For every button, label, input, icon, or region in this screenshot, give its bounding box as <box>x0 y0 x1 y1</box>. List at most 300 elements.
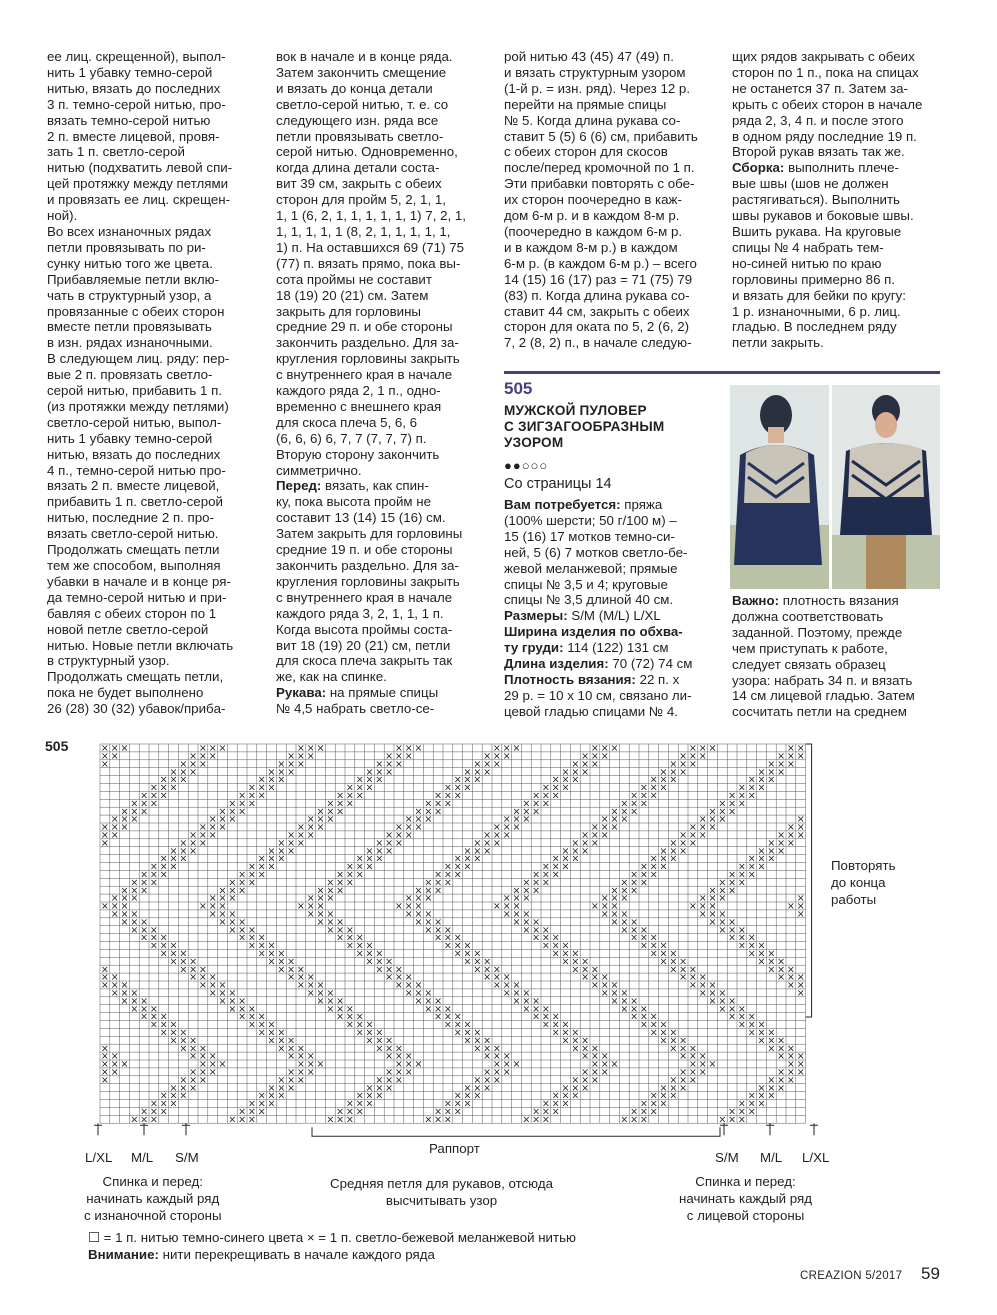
chart-cross-mark: × <box>463 1019 472 1031</box>
chart-cross-mark: × <box>277 766 286 778</box>
chart-cross-mark: × <box>110 1067 119 1078</box>
chart-cross-mark: × <box>228 798 237 810</box>
c2-line: закрыть для горловины <box>276 303 421 319</box>
c1-line: 2 п. вместе лицевой, провя- <box>47 128 220 144</box>
chart-cross-mark: × <box>228 995 237 1007</box>
chart-cross-mark: × <box>698 1051 707 1063</box>
chart-cross-mark: × <box>179 1082 188 1094</box>
size-mark-right-ml: M/L <box>760 1150 783 1165</box>
chart-cross-mark: × <box>502 751 511 762</box>
chart-cross-mark: × <box>747 932 756 944</box>
chart-cross-mark: × <box>120 806 129 818</box>
chart-cross-mark: × <box>483 1043 492 1055</box>
chart-cross-mark: × <box>688 751 697 762</box>
chart-cross-mark: × <box>140 790 149 802</box>
chart-cross-mark: × <box>747 853 756 865</box>
chart-cross-mark: × <box>688 964 697 976</box>
c1-line: ее лиц. скрещенной), выпол- <box>47 49 226 64</box>
chart-cross-mark: × <box>767 758 776 770</box>
c1-line: прибавить 1 п. светло-серой <box>47 494 223 510</box>
chart-cross-mark: × <box>728 790 737 802</box>
chart-cross-mark: × <box>649 1011 658 1023</box>
chart-cross-mark: × <box>120 743 129 755</box>
chart-cross-mark: × <box>159 948 168 960</box>
chart-cross-mark: × <box>522 924 531 936</box>
chart-cross-mark: × <box>414 893 423 905</box>
chart-cross-mark: × <box>198 1051 207 1063</box>
chart-cross-mark: × <box>757 845 766 857</box>
chart-cross-mark: × <box>394 743 403 755</box>
chart-cross-mark: × <box>149 798 158 810</box>
chart-cross-mark: × <box>551 774 560 786</box>
chart-cross-mark: × <box>453 853 462 865</box>
chart-cross-mark: × <box>728 916 737 928</box>
chart-cross-mark: × <box>355 1098 364 1110</box>
chart-cross-mark: × <box>385 956 394 968</box>
chart-cross-mark: × <box>179 853 188 865</box>
chart-cross-mark: × <box>189 1043 198 1055</box>
text-column-3 <box>504 49 698 351</box>
chart-cross-mark: × <box>502 1059 511 1071</box>
chart-cross-mark: × <box>100 751 109 762</box>
chart-cross-mark: × <box>208 901 217 913</box>
chart-cross-mark: × <box>669 853 678 865</box>
chart-cross-mark: × <box>659 1035 668 1047</box>
chart-cross-mark: × <box>218 901 227 913</box>
chart-cross-mark: × <box>140 924 149 936</box>
chart-cross-mark: × <box>737 932 746 944</box>
chart-cross-mark: × <box>247 1003 256 1015</box>
chart-cross-mark: × <box>394 901 403 913</box>
chart-cross-mark: × <box>767 1043 776 1055</box>
chart-cross-mark: × <box>502 1067 511 1078</box>
chart-cross-mark: × <box>502 743 511 755</box>
chart-cross-mark: × <box>502 830 511 841</box>
c3-line: и в каждом 8-м р.) в каждом <box>504 239 678 255</box>
chart-cross-mark: × <box>777 830 786 841</box>
chart-cross-mark: × <box>336 869 345 881</box>
chart-cross-mark: × <box>492 980 501 992</box>
chart-cross-mark: × <box>561 774 570 786</box>
chart-cross-mark: × <box>796 751 805 762</box>
c2-line: же, как на спинке. <box>276 669 387 685</box>
chart-cross-mark: × <box>698 980 707 992</box>
chart-cross-mark: × <box>777 1035 786 1047</box>
chart-cross-mark: × <box>786 972 795 984</box>
chart-cross-mark: × <box>796 988 805 999</box>
attention-label: Внимание: <box>88 1247 159 1262</box>
c1-line: нитью (подхватить левой спи- <box>47 160 233 176</box>
chart-cross-mark: × <box>336 916 345 928</box>
chart-cross-mark: × <box>708 909 717 920</box>
chart-cross-mark: × <box>777 1082 786 1094</box>
chart-cross-mark: × <box>522 877 531 889</box>
chart-cross-mark: × <box>571 845 580 857</box>
c4-line: растягиваться). Выполнить <box>732 192 900 208</box>
chart-cross-mark: × <box>336 1114 345 1126</box>
chart-cross-mark: × <box>140 1106 149 1118</box>
chart-cross-mark: × <box>424 806 433 818</box>
chart-cross-mark: × <box>610 893 619 905</box>
chart-cross-mark: × <box>365 948 374 960</box>
chart-cross-mark: × <box>130 909 139 920</box>
chart-cross-mark: × <box>247 861 256 873</box>
chart-cross-mark: × <box>198 758 207 770</box>
chart-cross-mark: × <box>659 1019 668 1031</box>
chart-cross-mark: × <box>512 822 521 834</box>
chart-cross-mark: × <box>551 1106 560 1118</box>
chart-cross-mark: × <box>659 861 668 873</box>
chart-cross-mark: × <box>639 1114 648 1126</box>
chart-cross-mark: × <box>718 814 727 826</box>
chart-cross-mark: × <box>728 932 737 944</box>
chart-cross-mark: × <box>326 893 335 905</box>
chart-cross-mark: × <box>737 940 746 952</box>
chart-cross-mark: × <box>767 853 776 865</box>
chart-cross-mark: × <box>316 885 325 897</box>
c1-line: новой петле светло-серой <box>47 621 209 637</box>
chart-cross-mark: × <box>492 901 501 913</box>
c1-line: вые 2 п. провязать светло- <box>47 367 213 383</box>
chart-cross-mark: × <box>757 853 766 865</box>
chart-cross-mark: × <box>434 806 443 818</box>
chart-cross-mark: × <box>492 837 501 849</box>
chart-cross-mark: × <box>581 956 590 968</box>
model-photo-back <box>730 385 829 589</box>
chart-cross-mark: × <box>277 1082 286 1094</box>
chart-cross-mark: × <box>659 948 668 960</box>
chart-label: 505 <box>45 738 69 754</box>
chart-cross-mark: × <box>708 743 717 755</box>
c3-line: дом 6-м р. и в каждом 8-м р. <box>504 208 680 224</box>
chart-cross-mark: × <box>786 830 795 841</box>
chart-cross-mark: × <box>267 853 276 865</box>
c1-line: вязать светло-серой нитью. <box>47 526 219 542</box>
right-caption: Спинка и перед: начинать каждый ряд с лицевой стороны <box>679 1174 813 1223</box>
chart-cross-mark: × <box>630 798 639 810</box>
c3b-line: цевой гладью спицами № 4. <box>504 703 678 719</box>
chart-cross-mark: × <box>394 822 403 834</box>
chart-cross-mark: × <box>443 1011 452 1023</box>
chart-cross-mark: × <box>443 924 452 936</box>
chart-cross-mark: × <box>728 1106 737 1118</box>
c1-line: В следующем лиц. ряду: пер- <box>47 351 230 367</box>
c4-line: швы рукавов и боковые швы. <box>732 208 914 224</box>
chart-cross-mark: × <box>688 758 697 770</box>
chart-cross-mark: × <box>159 774 168 786</box>
chart-cross-mark: × <box>208 1067 217 1078</box>
chart-cross-mark: × <box>414 980 423 992</box>
chart-cross-mark: × <box>757 1090 766 1102</box>
chart-cross-mark: × <box>394 980 403 992</box>
chart-cross-mark: × <box>767 964 776 976</box>
chart-cross-mark: × <box>169 1090 178 1102</box>
text-column-4 <box>732 49 922 351</box>
chart-cross-mark: × <box>610 901 619 913</box>
c1-line: провязанные с обеих сторон <box>47 303 225 319</box>
chart-cross-mark: × <box>541 869 550 881</box>
chart-cross-mark: × <box>218 995 227 1007</box>
chart-cross-mark: × <box>296 822 305 834</box>
chart-cross-mark: × <box>590 1043 599 1055</box>
chart-cross-mark: × <box>492 1059 501 1071</box>
chart-cross-mark: × <box>590 1074 599 1086</box>
chart-cross-mark: × <box>737 1019 746 1031</box>
chart-cross-mark: × <box>159 932 168 944</box>
chart-cross-mark: × <box>336 932 345 944</box>
bold-heading: Размеры: <box>504 608 568 624</box>
chart-cross-mark: × <box>365 1090 374 1102</box>
chart-cross-mark: × <box>365 774 374 786</box>
chart-cross-mark: × <box>512 909 521 920</box>
c1-line: нитью, вязать до последних <box>47 80 221 96</box>
c2-line: № 4,5 набрать светло-се- <box>276 701 435 717</box>
chart-cross-mark: × <box>130 798 139 810</box>
chart-cross-mark: × <box>326 1114 335 1126</box>
chart-cross-mark: × <box>786 1043 795 1055</box>
c2-line: Затем закончить смещение <box>276 64 447 80</box>
chart-cross-mark: × <box>502 893 511 905</box>
chart-cross-mark: × <box>247 924 256 936</box>
chart-cross-mark: × <box>541 1003 550 1015</box>
c3b-line: (100% шерсти; 50 г/100 м) – <box>504 512 677 528</box>
chart-cross-mark: × <box>483 972 492 984</box>
chart-cross-mark: × <box>541 790 550 802</box>
chart-cross-mark: × <box>110 972 119 984</box>
chart-cross-mark: × <box>228 814 237 826</box>
chart-cross-mark: × <box>757 774 766 786</box>
c4-line: вые швы (шов не должен <box>732 176 889 192</box>
chart-cross-mark: × <box>728 798 737 810</box>
chart-cross-mark: × <box>561 948 570 960</box>
chart-cross-mark: × <box>385 1043 394 1055</box>
chart-cross-mark: × <box>698 822 707 834</box>
c1-line: тем же способом, выполняя <box>47 558 221 573</box>
chart-cross-mark: × <box>238 1011 247 1023</box>
c3b-line <box>504 624 692 640</box>
chart-cross-mark: × <box>718 1003 727 1015</box>
chart-cross-mark: × <box>796 814 805 826</box>
chart-cross-mark: × <box>698 988 707 999</box>
c4-line: спицы № 4 набрать тем- <box>732 239 884 255</box>
chart-cross-mark: × <box>189 758 198 770</box>
chart-cross-mark: × <box>728 885 737 897</box>
chart-cross-mark: × <box>590 901 599 913</box>
c1-line: Во всех изнаночных рядах <box>47 223 212 239</box>
chart-cross-mark: × <box>541 1098 550 1110</box>
chart-cross-mark: × <box>767 1027 776 1039</box>
chart-cross-mark: × <box>434 869 443 881</box>
chart-cross-mark: × <box>355 1027 364 1039</box>
c3b-line: Длина изделия: 70 (72) 74 см <box>504 656 693 672</box>
chart-cross-mark: × <box>571 774 580 786</box>
chart-cross-mark: × <box>492 758 501 770</box>
chart-cross-mark: × <box>620 893 629 905</box>
chart-cross-mark: × <box>551 1098 560 1110</box>
chart-cross-mark: × <box>777 1067 786 1078</box>
chart-cross-mark: × <box>267 1090 276 1102</box>
chart-cross-mark: × <box>267 956 276 968</box>
c2-line: (6, 6, 6) 6, 7, 7 (7, 7, 7) п. <box>276 430 427 446</box>
chart-cross-mark: × <box>179 956 188 968</box>
chart-cross-mark: × <box>483 1067 492 1078</box>
chart-cross-mark: × <box>316 988 325 999</box>
chart-cross-mark: × <box>679 1067 688 1078</box>
chart-cross-mark: × <box>688 980 697 992</box>
chart-cross-mark: × <box>698 751 707 762</box>
chart-cross-mark: × <box>777 758 786 770</box>
chart-cross-mark: × <box>708 822 717 834</box>
c2-line: закончить раздельно. Для за- <box>276 335 459 351</box>
chart-cross-mark: × <box>287 751 296 762</box>
chart-cross-mark: × <box>198 1043 207 1055</box>
chart-cross-mark: × <box>394 964 403 976</box>
chart-cross-mark: × <box>512 980 521 992</box>
chart-cross-mark: × <box>737 877 746 889</box>
chart-cross-mark: × <box>375 853 384 865</box>
chart-cross-mark: × <box>532 869 541 881</box>
chart-cross-mark: × <box>149 790 158 802</box>
chart-cross-mark: × <box>492 1043 501 1055</box>
chart-cross-mark: × <box>463 1082 472 1094</box>
chart-cross-mark: × <box>365 766 374 778</box>
chart-cross-mark: × <box>551 790 560 802</box>
chart-cross-mark: × <box>600 972 609 984</box>
chart-cross-mark: × <box>296 1043 305 1055</box>
chart-cross-mark: × <box>375 956 384 968</box>
chart-cross-mark: × <box>610 909 619 920</box>
chart-cross-mark: × <box>424 924 433 936</box>
chart-cross-mark: × <box>375 837 384 849</box>
chart-cross-mark: × <box>522 893 531 905</box>
c3b-line: 29 р. = 10 х 10 см, связано ли- <box>504 687 692 703</box>
chart-cross-mark: × <box>708 988 717 999</box>
chart-cross-mark: × <box>786 743 795 755</box>
chart-cross-mark: × <box>208 814 217 826</box>
chart-cross-mark: × <box>443 877 452 889</box>
chart-cross-mark: × <box>120 988 129 999</box>
chart-cross-mark: × <box>483 751 492 762</box>
chart-cross-mark: × <box>669 758 678 770</box>
c4-line: горловины примерно 86 п. <box>732 271 896 287</box>
chart-cross-mark: × <box>649 1098 658 1110</box>
chart-cross-mark: × <box>277 845 286 857</box>
c3-line: (поочередно в каждом 6-м р. <box>504 223 683 239</box>
chart-cross-mark: × <box>561 1098 570 1110</box>
chart-cross-mark: × <box>688 972 697 984</box>
chart-cross-mark: × <box>287 956 296 968</box>
chart-cross-mark: × <box>198 743 207 755</box>
chart-cross-mark: × <box>708 995 717 1007</box>
chart-cross-mark: × <box>404 830 413 841</box>
chart-cross-mark: × <box>355 774 364 786</box>
page-number: 59 <box>921 1264 940 1283</box>
chart-cross-mark: × <box>218 916 227 928</box>
chart-cross-mark: × <box>777 837 786 849</box>
chart-cross-mark: × <box>287 1082 296 1094</box>
chart-cross-mark: × <box>669 845 678 857</box>
chart-cross-mark: × <box>600 893 609 905</box>
chart-cross-mark: × <box>698 830 707 841</box>
chart-cross-mark: × <box>463 1090 472 1102</box>
chart-cross-mark: × <box>198 822 207 834</box>
chart-cross-mark: × <box>159 1019 168 1031</box>
chart-cross-mark: × <box>649 774 658 786</box>
chart-cross-mark: × <box>639 932 648 944</box>
chart-cross-mark: × <box>492 1074 501 1086</box>
chart-cross-mark: × <box>149 1003 158 1015</box>
chart-cross-mark: × <box>620 924 629 936</box>
c2-line: светло-серой нитью, т. е. со <box>276 96 449 112</box>
chart-cross-mark: × <box>473 1090 482 1102</box>
c2-line: вит 18 (19) 20 (21) см, петли <box>276 637 451 653</box>
chart-cross-mark: × <box>169 948 178 960</box>
chart-cross-mark: × <box>149 869 158 881</box>
chart-cross-mark: × <box>561 845 570 857</box>
chart-cross-mark: × <box>149 932 158 944</box>
chart-cross-mark: × <box>669 1082 678 1094</box>
chart-cross-mark: × <box>326 1003 335 1015</box>
chart-cross-mark: × <box>326 916 335 928</box>
chart-cross-mark: × <box>365 1027 374 1039</box>
chart-cross-mark: × <box>365 853 374 865</box>
chart-cross-mark: × <box>100 822 109 834</box>
chart-cross-mark: × <box>698 743 707 755</box>
chart-cross-mark: × <box>581 751 590 762</box>
bold-heading: Рукава: <box>276 685 327 701</box>
chart-cross-mark: × <box>737 869 746 881</box>
chart-cross-mark: × <box>424 916 433 928</box>
chart-cross-mark: × <box>257 790 266 802</box>
chart-cross-mark: × <box>581 845 590 857</box>
chart-cross-mark: × <box>708 806 717 818</box>
chart-cross-mark: × <box>414 988 423 999</box>
chart-cross-mark: × <box>581 1082 590 1094</box>
chart-cross-mark: × <box>267 1082 276 1094</box>
chart-cross-mark: × <box>463 1098 472 1110</box>
c2-line: средние 19 п. и обе стороны <box>276 542 453 558</box>
chart-cross-mark: × <box>453 948 462 960</box>
chart-cross-mark: × <box>257 1019 266 1031</box>
chart-cross-mark: × <box>581 758 590 770</box>
chart-cross-mark: × <box>483 845 492 857</box>
chart-cross-mark: × <box>365 1098 374 1110</box>
chart-cross-mark: × <box>238 790 247 802</box>
chart-cross-mark: × <box>718 995 727 1007</box>
chart-cross-mark: × <box>394 1051 403 1063</box>
chart-cross-mark: × <box>718 916 727 928</box>
chart-cross-mark: × <box>375 1082 384 1094</box>
chart-cross-mark: × <box>149 1106 158 1118</box>
c1-line: и провязать ее лиц. скрещен- <box>47 192 231 208</box>
chart-cross-mark: × <box>786 1051 795 1063</box>
chart-cross-mark: × <box>483 1035 492 1047</box>
chart-cross-mark: × <box>189 972 198 984</box>
chart-cross-mark: × <box>414 806 423 818</box>
chart-cross-mark: × <box>551 782 560 794</box>
chart-cross-mark: × <box>688 743 697 755</box>
chart-cross-mark: × <box>512 806 521 818</box>
chart-cross-mark: × <box>590 822 599 834</box>
chart-cross-mark: × <box>502 814 511 826</box>
chart-cross-mark: × <box>522 885 531 897</box>
chart-cross-mark: × <box>208 980 217 992</box>
chart-cross-mark: × <box>179 845 188 857</box>
chart-cross-mark: × <box>247 1019 256 1031</box>
chart-cross-mark: × <box>306 909 315 920</box>
chart-cross-mark: × <box>355 1011 364 1023</box>
bold-heading: Перед: <box>276 478 322 494</box>
